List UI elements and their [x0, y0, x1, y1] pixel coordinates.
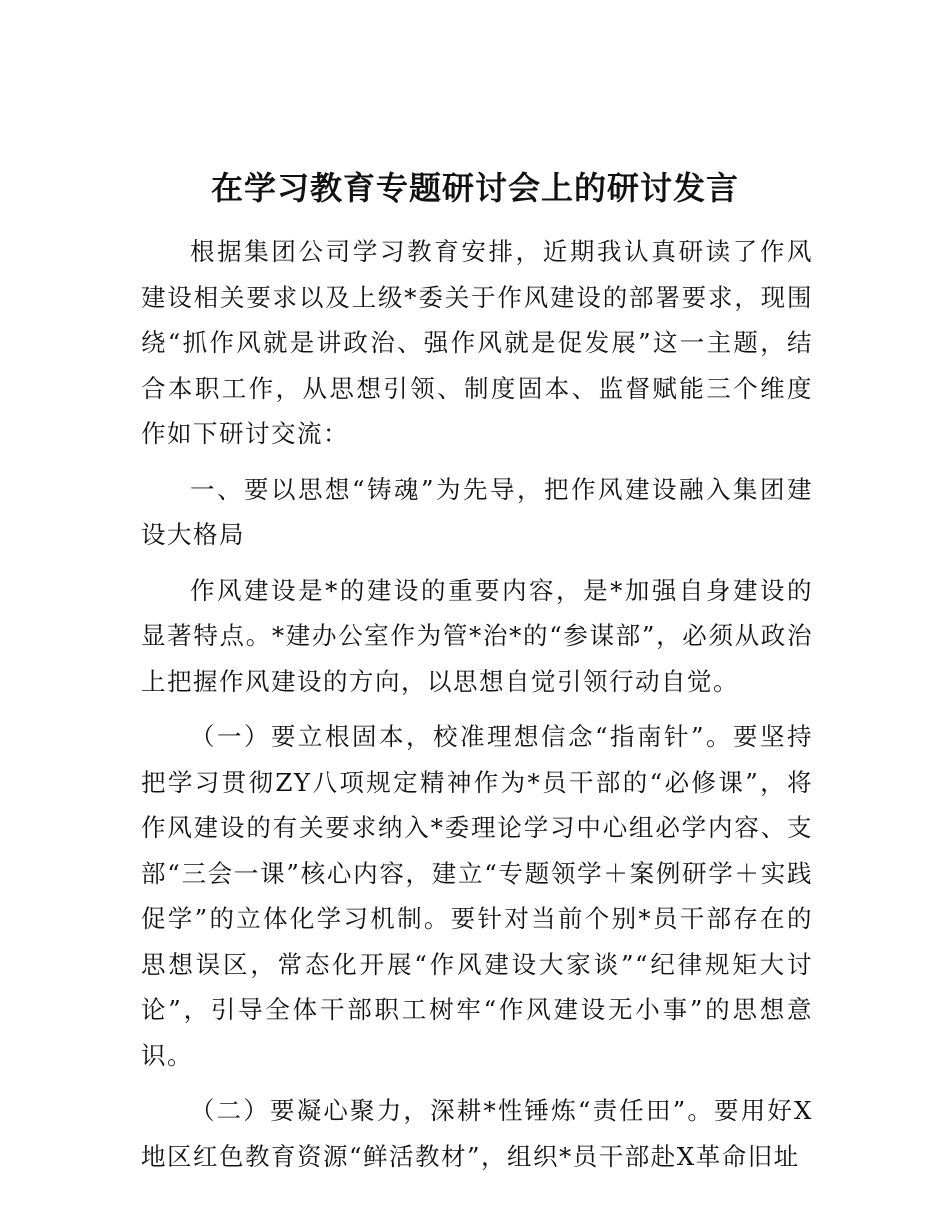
section-heading-1: 一、要以思想“铸魂”为先导，把作风建设融入集团建设大格局 [141, 474, 813, 549]
paragraph-section-1: 作风建设是*的建设的重要内容，是*加强自身建设的显著特点。*建办公室作为管*治*的“参谋部”，必须从政治上把握作风建设的方向，以思想自觉引领行动自觉。 [141, 575, 813, 696]
paragraph-intro: 根据集团公司学习教育安排，近期我认真研读了作风建设相关要求以及上级*委关于作风建设的部署要求，现围绕“抓作风就是讲政治、强作风就是促发展”这一主题，结合本职工作，从思想引领、制度固本、监督赋能三个维度作如下研讨交流： [141, 237, 813, 448]
paragraph-subsection-1: （一）要立根固本，校准理想信念“指南针”。要坚持把学习贯彻ZY八项规定精神作为*员干部的“必修课”，将作风建设的有关要求纳入*委理论学习中心组必学内容、支部“三会一课”核心内容，建立“专题领学＋案例研学＋实践促学”的立体化学习机制。要针对当前个别*员干部存在的思想误区，常态化开展“作风建设大家谈”“纪律规矩大讨论”，引导全体干部职工树牢“作风建设无小事”的思想意识。 [141, 722, 813, 1070]
document-body [141, 229, 813, 1189]
document-title: 在学习教育专题研讨会上的研讨发言 [210, 169, 739, 207]
paragraph-subsection-2: （二）要凝心聚力，深耕*性锤炼“责任田”。要用好X地区红色教育资源“鲜活教材”，组织*员干部赴X革命旧址 [141, 1096, 813, 1171]
